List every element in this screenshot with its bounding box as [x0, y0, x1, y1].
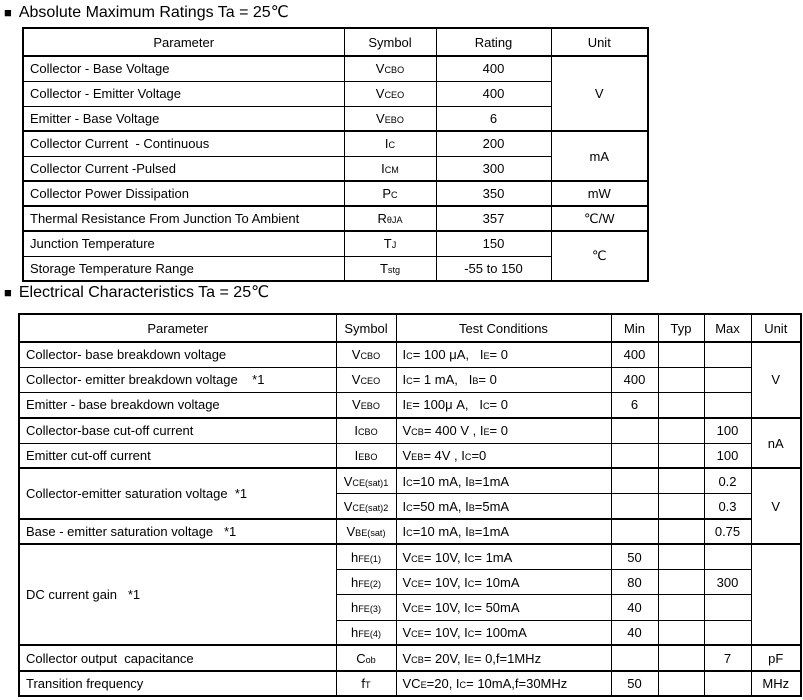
table-row [19, 342, 801, 367]
param-cell: Collector - Emitter Voltage [23, 81, 344, 106]
symbol-cell: VBE(sat) [336, 519, 396, 544]
max-cell: 100 [704, 443, 751, 468]
symbol-cell: VCE(sat)1 [336, 468, 396, 493]
typ-cell [658, 393, 704, 418]
max-cell [704, 544, 751, 569]
max-cell [704, 367, 751, 392]
symbol-cell: Tstg [344, 256, 436, 281]
rating-cell: -55 to 150 [436, 256, 551, 281]
typ-cell [658, 367, 704, 392]
rating-cell: 200 [436, 131, 551, 156]
typ-cell [658, 342, 704, 367]
condition-cell: IC=10 mA, IB=1mA [396, 468, 611, 493]
table-row [19, 443, 801, 468]
typ-cell [658, 519, 704, 544]
max-cell: 0.75 [704, 519, 751, 544]
condition-cell: VCB= 20V, IE= 0,f=1MHz [396, 645, 611, 670]
col-header-symbol: Symbol [344, 28, 436, 56]
symbol-cell: hFE(2) [336, 570, 396, 595]
rating-cell: 350 [436, 181, 551, 206]
param-cell: Junction Temperature [23, 231, 344, 256]
unit-cell: MHz [751, 671, 801, 696]
rating-cell: 300 [436, 156, 551, 181]
abs-max-table [22, 27, 649, 282]
symbol-cell: VCEO [336, 367, 396, 392]
col-header-test-conditions: Test Conditions [396, 314, 611, 342]
table-row [23, 131, 648, 156]
unit-cell: pF [751, 645, 801, 670]
unit-cell: mW [551, 181, 648, 206]
max-cell: 0.3 [704, 494, 751, 519]
typ-cell [658, 620, 704, 645]
max-cell: 0.2 [704, 468, 751, 493]
param-cell: Base - emitter saturation voltage *1 [19, 519, 336, 544]
symbol-cell: VEBO [344, 106, 436, 131]
param-cell: Collector Power Dissipation [23, 181, 344, 206]
table-row [19, 544, 801, 569]
table-row [19, 671, 801, 696]
param-cell: Collector Current -Pulsed [23, 156, 344, 181]
param-cell: Emitter - Base Voltage [23, 106, 344, 131]
min-cell: 80 [611, 570, 658, 595]
param-cell: Transition frequency [19, 671, 336, 696]
table-row [23, 231, 648, 256]
symbol-cell: VEBO [336, 393, 396, 418]
condition-cell: VCB= 400 V , IE= 0 [396, 418, 611, 443]
condition-cell: IC= 100 μA, IE= 0 [396, 342, 611, 367]
min-cell: 400 [611, 367, 658, 392]
col-header-typ: Typ [658, 314, 704, 342]
unit-cell: ℃ [551, 231, 648, 281]
param-cell: Collector-emitter saturation voltage *1 [19, 468, 336, 519]
electrical-section-title [4, 283, 269, 302]
param-cell: Storage Temperature Range [23, 256, 344, 281]
condition-cell: VCE= 10V, IC= 1mA [396, 544, 611, 569]
param-cell: Emitter cut-off current [19, 443, 336, 468]
square-bullet-icon: ■ [4, 285, 12, 300]
symbol-cell: ICM [344, 156, 436, 181]
col-header-min: Min [611, 314, 658, 342]
symbol-cell: RθJA [344, 206, 436, 231]
col-header-unit: Unit [551, 28, 648, 56]
unit-cell: V [751, 342, 801, 418]
symbol-cell: VCBO [344, 56, 436, 81]
rating-cell: 150 [436, 231, 551, 256]
rating-cell: 357 [436, 206, 551, 231]
condition-cell: IC= 1 mA, IB= 0 [396, 367, 611, 392]
symbol-cell: IC [344, 131, 436, 156]
min-cell: 400 [611, 342, 658, 367]
param-cell: Collector - Base Voltage [23, 56, 344, 81]
table-row [19, 367, 801, 392]
min-cell: 50 [611, 544, 658, 569]
min-cell: 6 [611, 393, 658, 418]
symbol-cell: Cob [336, 645, 396, 670]
max-cell [704, 393, 751, 418]
table-header-row [23, 28, 648, 56]
symbol-cell: fT [336, 671, 396, 696]
abs-max-title-text: Absolute Maximum Ratings Ta = 25℃ [18, 4, 289, 21]
param-cell: DC current gain *1 [19, 544, 336, 645]
typ-cell [658, 443, 704, 468]
table-row [19, 645, 801, 670]
param-cell: Collector- base breakdown voltage [19, 342, 336, 367]
symbol-cell: VCBO [336, 342, 396, 367]
min-cell [611, 443, 658, 468]
min-cell: 40 [611, 595, 658, 620]
max-cell: 7 [704, 645, 751, 670]
unit-cell [751, 544, 801, 645]
min-cell [611, 645, 658, 670]
symbol-cell: PC [344, 181, 436, 206]
table-row [19, 418, 801, 443]
condition-cell: IE= 100μ A, IC= 0 [396, 393, 611, 418]
square-bullet-icon: ■ [4, 5, 12, 20]
min-cell [611, 468, 658, 493]
symbol-cell: VCE(sat)2 [336, 494, 396, 519]
typ-cell [658, 494, 704, 519]
col-header-symbol: Symbol [336, 314, 396, 342]
max-cell: 100 [704, 418, 751, 443]
min-cell: 40 [611, 620, 658, 645]
typ-cell [658, 468, 704, 493]
electrical-characteristics-table [18, 313, 802, 697]
min-cell [611, 519, 658, 544]
table-row [23, 56, 648, 81]
col-header-max: Max [704, 314, 751, 342]
symbol-cell: hFE(1) [336, 544, 396, 569]
col-header-unit: Unit [751, 314, 801, 342]
condition-cell: VCE=20, IC= 10mA,f=30MHz [396, 671, 611, 696]
min-cell: 50 [611, 671, 658, 696]
min-cell [611, 494, 658, 519]
condition-cell: VCE= 10V, IC= 100mA [396, 620, 611, 645]
typ-cell [658, 418, 704, 443]
condition-cell: VEB= 4V , IC=0 [396, 443, 611, 468]
condition-cell: VCE= 10V, IC= 10mA [396, 570, 611, 595]
symbol-cell: hFE(3) [336, 595, 396, 620]
unit-cell: V [551, 56, 648, 131]
max-cell [704, 620, 751, 645]
table-row [23, 206, 648, 231]
min-cell [611, 418, 658, 443]
typ-cell [658, 645, 704, 670]
max-cell [704, 595, 751, 620]
param-cell: Emitter - base breakdown voltage [19, 393, 336, 418]
param-cell: Collector- emitter breakdown voltage *1 [19, 367, 336, 392]
typ-cell [658, 544, 704, 569]
col-header-parameter: Parameter [23, 28, 344, 56]
param-cell: Collector Current - Continuous [23, 131, 344, 156]
abs-max-section-title [4, 3, 289, 22]
typ-cell [658, 595, 704, 620]
symbol-cell: ICBO [336, 418, 396, 443]
max-cell [704, 671, 751, 696]
electrical-title-text: Electrical Characteristics Ta = 25℃ [18, 284, 270, 301]
table-row [19, 519, 801, 544]
condition-cell: VCE= 10V, IC= 50mA [396, 595, 611, 620]
table-row [19, 393, 801, 418]
param-cell: Collector output capacitance [19, 645, 336, 670]
max-cell [704, 342, 751, 367]
typ-cell [658, 570, 704, 595]
unit-cell: V [751, 468, 801, 544]
col-header-rating: Rating [436, 28, 551, 56]
unit-cell: ℃/W [551, 206, 648, 231]
table-row [19, 468, 801, 493]
col-header-parameter: Parameter [19, 314, 336, 342]
table-header-row [19, 314, 801, 342]
max-cell: 300 [704, 570, 751, 595]
condition-cell: IC=50 mA, IB=5mA [396, 494, 611, 519]
condition-cell: IC=10 mA, IB=1mA [396, 519, 611, 544]
table-row [23, 181, 648, 206]
unit-cell: mA [551, 131, 648, 181]
rating-cell: 400 [436, 56, 551, 81]
symbol-cell: IEBO [336, 443, 396, 468]
unit-cell: nA [751, 418, 801, 469]
param-cell: Thermal Resistance From Junction To Ambient [23, 206, 344, 231]
symbol-cell: TJ [344, 231, 436, 256]
rating-cell: 6 [436, 106, 551, 131]
symbol-cell: VCEO [344, 81, 436, 106]
param-cell: Collector-base cut-off current [19, 418, 336, 443]
typ-cell [658, 671, 704, 696]
rating-cell: 400 [436, 81, 551, 106]
symbol-cell: hFE(4) [336, 620, 396, 645]
